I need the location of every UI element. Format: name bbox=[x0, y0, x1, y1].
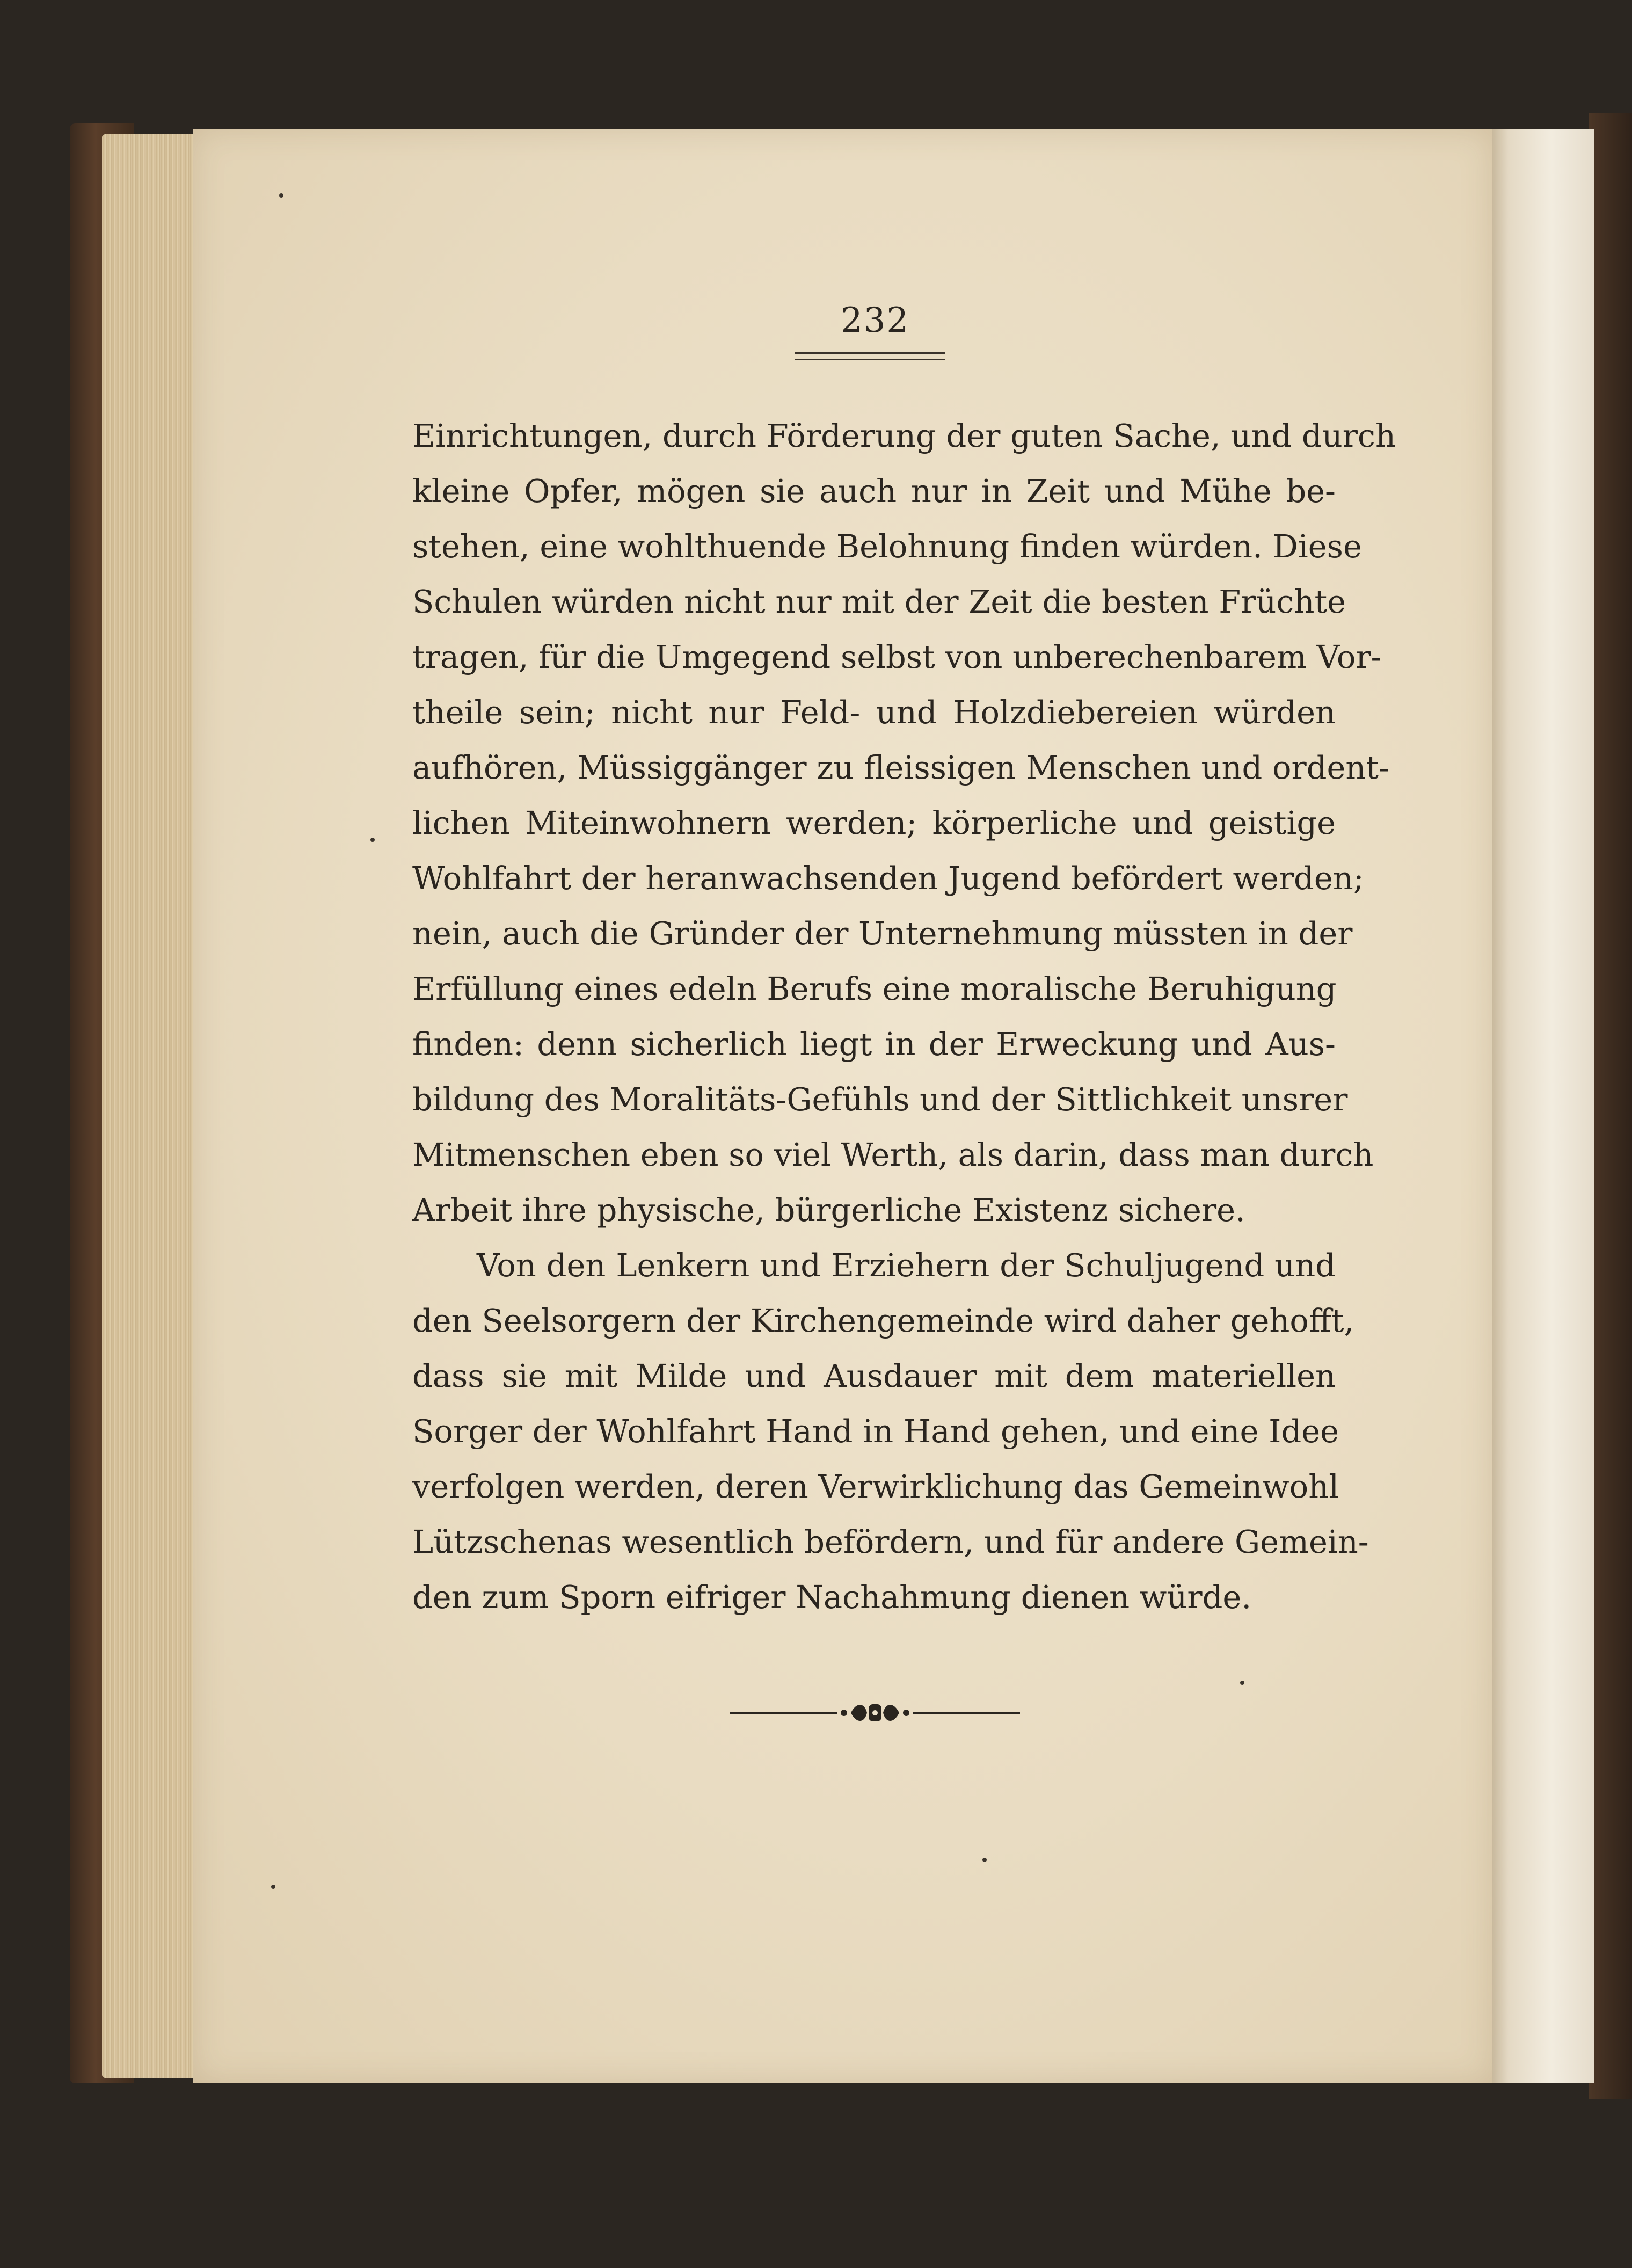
text-line: Einrichtungen, durch Förderung der guten Sache, und durch bbox=[412, 417, 1396, 454]
text-line-paragraph-start: Von den Lenkern und Erziehern der Schuljugend und bbox=[477, 1247, 1336, 1284]
paper-speck bbox=[982, 1858, 987, 1862]
text-line: bildung des Moralitäts-Gefühls und der Sittlichkeit unsrer bbox=[412, 1081, 1348, 1118]
text-line: tragen, für die Umgegend selbst von unberechenbarem Vor- bbox=[412, 638, 1382, 675]
text-line: stehen, eine wohlthuende Belohnung finden würden. Diese bbox=[412, 528, 1362, 565]
paper-speck bbox=[271, 1885, 275, 1889]
text-line-paragraph-end: Arbeit ihre physische, bürgerliche Existenz sichere. bbox=[412, 1191, 1245, 1229]
book-cover-right bbox=[1589, 113, 1632, 2099]
text-line: den Seelsorgern der Kirchengemeinde wird daher gehofft, bbox=[412, 1302, 1354, 1339]
text-line-paragraph-end: den zum Sporn eifriger Nachahmung dienen würde. bbox=[412, 1579, 1252, 1616]
paper-speck bbox=[1240, 1681, 1244, 1685]
text-line: Erfüllung eines edeln Berufs eine moralische Beruhigung bbox=[412, 970, 1337, 1007]
paper-speck bbox=[370, 838, 375, 842]
text-line: Wohlfahrt der heranwachsenden Jugend befördert werden; bbox=[412, 860, 1364, 897]
paper-speck bbox=[279, 193, 283, 198]
text-line: Lützschenas wesentlich befördern, und für andere Gemein- bbox=[412, 1523, 1369, 1560]
fleuron-tailpiece-icon bbox=[730, 1697, 1020, 1729]
text-line: kleine Opfer, mögen sie auch nur in Zeit und Mühe be- bbox=[412, 473, 1336, 510]
text-line: lichen Miteinwohnern werden; körperliche und geistige bbox=[412, 804, 1336, 841]
text-line: Sorger der Wohlfahrt Hand in Hand gehen, und eine Idee bbox=[412, 1413, 1339, 1450]
text-line: verfolgen werden, deren Verwirklichung das Gemeinwohl bbox=[412, 1468, 1339, 1505]
text-line: finden: denn sicherlich liegt in der Erweckung und Aus- bbox=[412, 1026, 1336, 1063]
facing-page-edge bbox=[1487, 129, 1594, 2083]
text-line: nein, auch die Gründer der Unternehmung müssten in der bbox=[412, 915, 1353, 952]
text-line: Schulen würden nicht nur mit der Zeit die besten Früchte bbox=[412, 583, 1346, 620]
text-line: dass sie mit Milde und Ausdauer mit dem materiellen bbox=[412, 1357, 1336, 1394]
page-number-rule bbox=[795, 352, 945, 360]
text-line: Mitmenschen eben so viel Werth, als darin, dass man durch bbox=[412, 1136, 1374, 1173]
body-text bbox=[412, 408, 1396, 1625]
text-line: aufhören, Müssiggänger zu fleissigen Menschen und ordent- bbox=[412, 749, 1390, 786]
text-line: theile sein; nicht nur Feld- und Holzdiebereien würden bbox=[412, 694, 1336, 731]
page-number: 232 bbox=[840, 301, 910, 340]
